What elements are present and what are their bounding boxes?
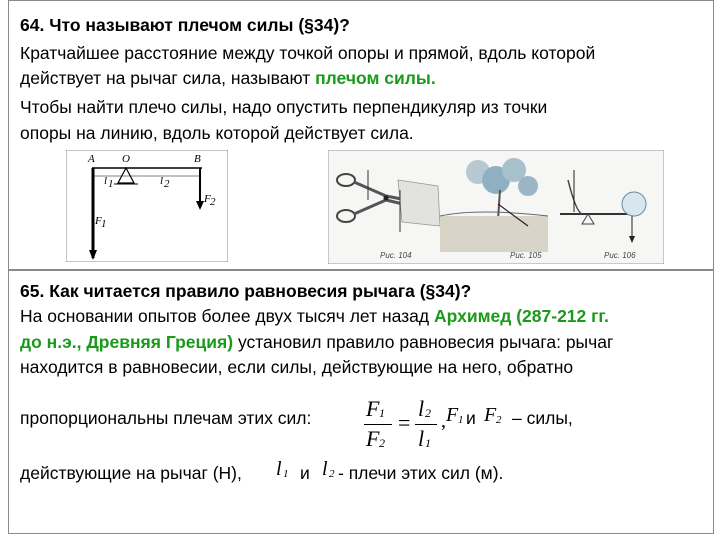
caption-fig-104: Рис. 104 [380,251,412,260]
symbol-f2: F [484,404,497,426]
formula-fraction-bar-right [415,424,437,425]
formula-num-right: l [418,396,425,421]
textbook-figures-strip [328,150,664,264]
lever-label-f1: F [95,215,102,227]
term-archimedes: Архимед (287-212 гг. [429,306,609,326]
question-65-line-4: пропорциональны плечам этих сил: [20,408,312,428]
question-64-line-2 [20,67,436,89]
question-64-line-1: Кратчайшее расстояние между точкой опоры и прямой, вдоль которой [20,43,596,63]
lever-label-l2: l [160,175,164,187]
formula-equals: = [398,410,411,435]
question-64-line-3: Чтобы найти плечо силы, надо опустить перпендикуляр из точки [20,97,548,117]
symbol-l2-sub: 2 [329,468,335,480]
lever-label-l1: l [104,175,108,187]
lever-label-l2-sub: 2 [164,178,170,190]
symbol-and: и [466,408,476,428]
term-lever-arm: плечом силы. [315,68,436,88]
formula-symbol-list [446,404,596,434]
lever-equilibrium-formula [362,396,452,452]
symbol-l1-sub: 1 [283,468,289,480]
formula-fraction-bar-left [364,424,392,425]
formula-den-left: F [366,426,380,451]
lever-diagram [66,150,228,262]
lever-label-f1-sub: 1 [101,218,107,230]
symbol-forces-tail: – силы, [512,408,573,428]
symbol-l2: l [322,458,328,480]
symbol-f1: F [446,404,459,426]
question-65-line-5: действующие на рычаг (Н), [20,463,242,483]
lever-label-f2-sub: 2 [210,196,216,208]
formula-num-right-sub: 2 [425,406,431,420]
question-65-line-2-text: установил правило равновесия рычага: рычаг [233,332,614,352]
symbol-and-2: и [300,463,310,483]
lever-label-b: B [194,153,201,165]
symbol-f2-sub: 2 [496,414,502,426]
caption-fig-106: Рис. 106 [604,251,636,260]
term-archimedes-era: до н.э., Древняя Греция) [20,332,234,352]
formula-den-right-sub: 1 [425,436,431,450]
question-65-line-1-text: На основании опытов более двух тысяч лет назад [20,306,430,326]
symbol-l1: l [276,458,282,480]
arm-symbols-tail: - плечи этих сил (м). [338,463,504,483]
lever-label-o: O [122,153,130,165]
formula-den-right: l [418,426,425,451]
question-65-line-3: находится в равновесии, если силы, действующие на него, обратно [20,357,574,377]
caption-fig-105: Рис. 105 [510,251,542,260]
formula-den-left-sub: 2 [379,436,385,450]
formula-comma: , [441,410,446,432]
question-64-line-4: опоры на линию, вдоль которой действует сила. [20,123,414,143]
question-65-line-1 [20,305,609,327]
question-64-title: 64. Что называют плечом силы (§34)? [20,15,350,35]
arm-symbol-list [276,458,536,488]
formula-num-left: F [366,396,380,421]
question-64-line-2-text: действует на рычаг сила, называют [20,68,316,88]
lever-label-l1-sub: 1 [108,178,114,190]
formula-num-left-sub: 1 [379,406,385,420]
symbol-f1-sub: 1 [458,414,464,426]
lever-label-f2: F [204,193,211,205]
question-65-title: 65. Как читается правило равновесия рычага (§34)? [20,281,472,301]
lever-label-a: A [88,153,95,165]
question-65-line-2 [20,331,613,353]
